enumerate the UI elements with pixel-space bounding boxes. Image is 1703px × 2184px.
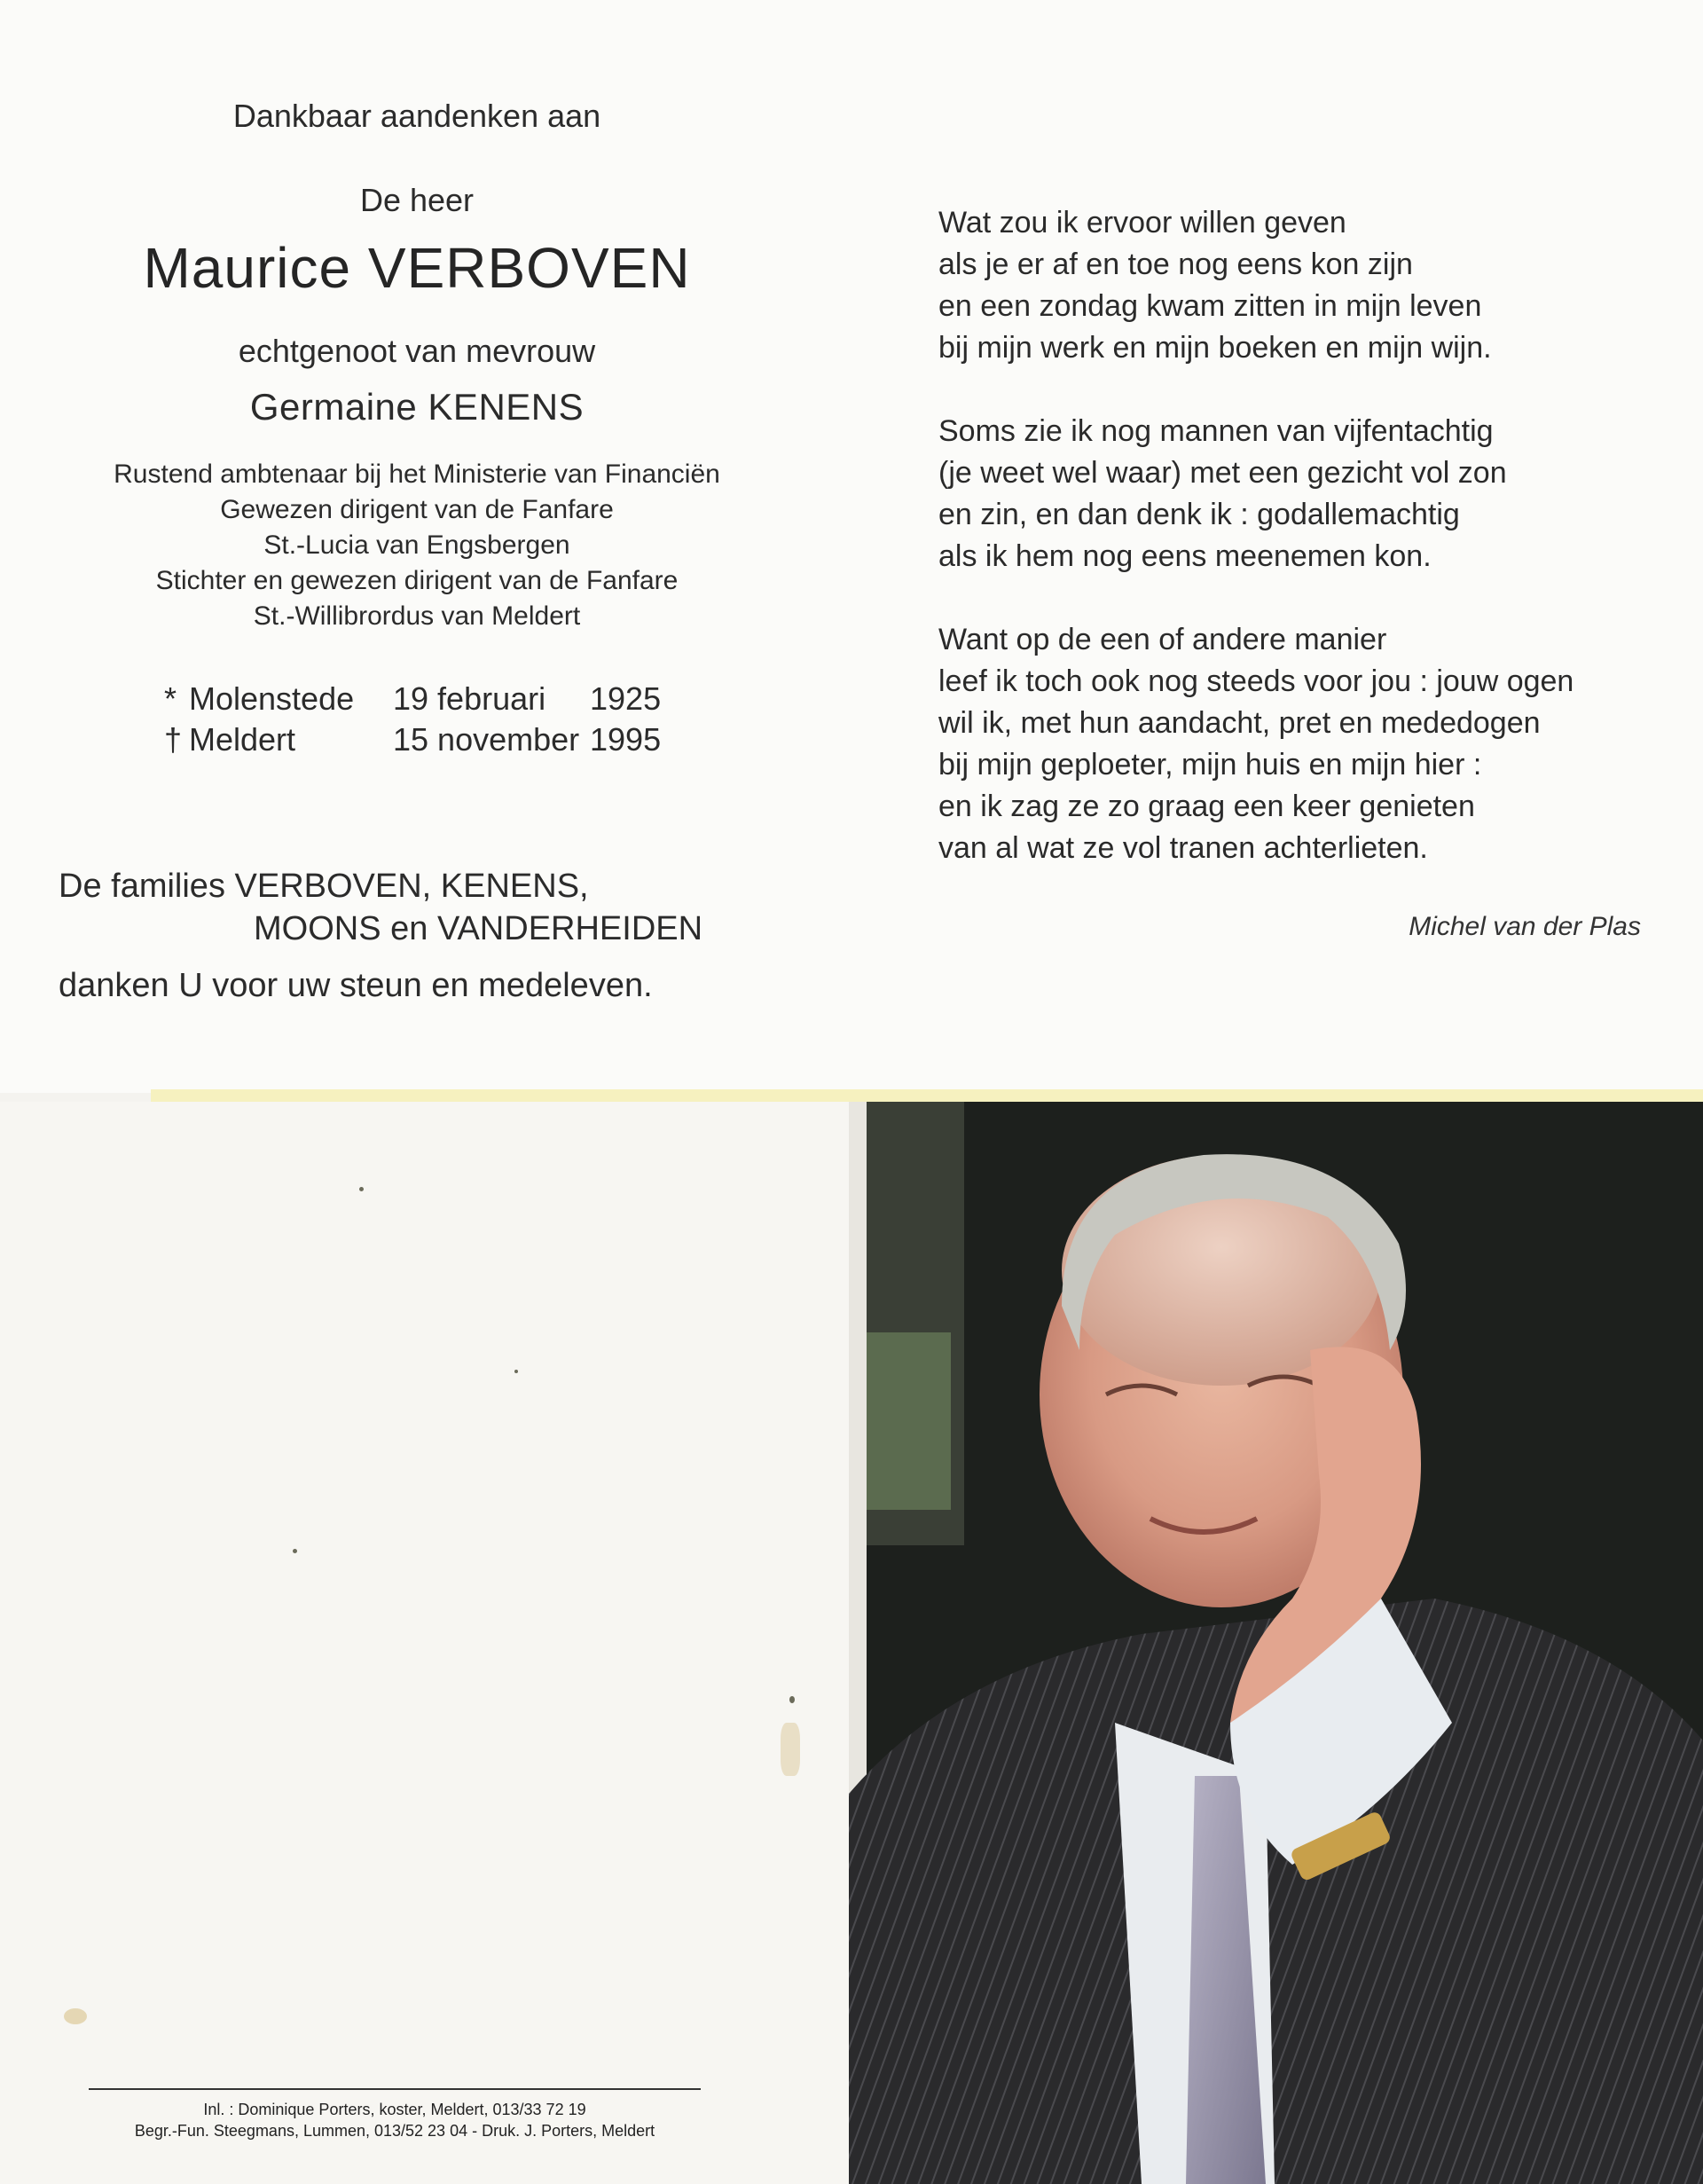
- career-line: Gewezen dirigent van de Fanfare: [220, 495, 614, 524]
- poem-line: van al wat ze vol tranen achterlieten.: [938, 831, 1428, 865]
- families-block: [59, 865, 702, 950]
- footer-line: Begr.-Fun. Steegmans, Lummen, 013/52 23 04 - Druk. J. Porters, Meldert: [134, 2122, 655, 2140]
- birth-date: 19 februari: [393, 680, 546, 717]
- honorific: De heer: [359, 182, 475, 218]
- deceased-name: Maurice VERBOVEN: [143, 236, 691, 300]
- poem-author: Michel van der Plas: [1409, 912, 1641, 941]
- death-year: 1995: [590, 721, 662, 758]
- poem-line: en zin, en dan denk ik : godallemachtig: [938, 498, 1460, 531]
- paper-speck: [789, 1696, 795, 1703]
- families-line: De families VERBOVEN, KENENS,: [59, 868, 589, 905]
- life-dates: [164, 679, 696, 760]
- death-row: [164, 719, 696, 760]
- portrait-illustration: [849, 1102, 1703, 2184]
- paper-speck: [514, 1370, 518, 1373]
- death-symbol: †: [164, 721, 183, 758]
- poem-line: Soms zie ik nog mannen van vijfentachtig: [938, 414, 1494, 448]
- death-place: Meldert: [189, 721, 296, 758]
- dedication-text: Dankbaar aandenken aan: [232, 98, 601, 134]
- portrait-photo: [849, 1102, 1703, 2184]
- poem-stanza: [938, 202, 1574, 369]
- poem-stanza: [938, 619, 1574, 869]
- poem-line: als je er af en toe nog eens kon zijn: [938, 247, 1413, 281]
- poem-line: als ik hem nog eens meenemen kon.: [938, 539, 1432, 573]
- poem-line: en ik zag ze zo graag een keer genieten: [938, 790, 1475, 823]
- poem-line: (je weet wel waar) met een gezicht vol zon: [938, 456, 1507, 490]
- career-line: Stichter en gewezen dirigent van de Fanfare: [155, 566, 679, 595]
- paper-speck: [359, 1187, 364, 1191]
- poem-line: wil ik, met hun aandacht, pret en mededogen: [938, 706, 1541, 740]
- poem-line: bij mijn werk en mijn boeken en mijn wijn.: [938, 331, 1492, 365]
- spouse-intro: echtgenoot van mevrouw: [238, 333, 596, 369]
- death-date: 15 november: [393, 721, 580, 758]
- footer-line: Inl. : Dominique Porters, koster, Meldert, 013/33 72 19: [203, 2101, 586, 2118]
- spouse-name: Germaine KENENS: [249, 386, 585, 428]
- career-block: [0, 457, 834, 634]
- window-pane: [867, 1332, 951, 1510]
- paper-stain: [781, 1723, 800, 1776]
- poem-stanza: [938, 411, 1574, 577]
- birth-symbol: *: [164, 680, 177, 717]
- families-line: MOONS en VANDERHEIDEN: [254, 910, 703, 947]
- thanks-text: danken U voor uw steun en medeleven.: [59, 967, 653, 1004]
- poem-line: en een zondag kwam zitten in mijn leven: [938, 289, 1482, 323]
- poem-line: Wat zou ik ervoor willen geven: [938, 206, 1346, 240]
- poem-line: bij mijn geploeter, mijn huis en mijn hier :: [938, 748, 1482, 782]
- birth-row: [164, 679, 696, 719]
- career-line: St.-Lucia van Engsbergen: [263, 530, 570, 560]
- poem-line: Want op de een of andere manier: [938, 623, 1387, 656]
- birth-year: 1925: [590, 680, 662, 717]
- paper-speck: [293, 1549, 297, 1553]
- career-line: St.-Willibrordus van Meldert: [253, 601, 581, 631]
- paper-stain: [64, 2008, 87, 2024]
- footer-divider: [89, 2088, 701, 2090]
- yellow-card-edge: [151, 1089, 1703, 1102]
- printer-footer: [53, 2099, 736, 2141]
- poem-line: leef ik toch ook nog steeds voor jou : jouw ogen: [938, 664, 1574, 698]
- poem: [938, 202, 1574, 911]
- career-line: Rustend ambtenaar bij het Ministerie van Financiën: [114, 460, 720, 489]
- birth-place: Molenstede: [189, 680, 355, 717]
